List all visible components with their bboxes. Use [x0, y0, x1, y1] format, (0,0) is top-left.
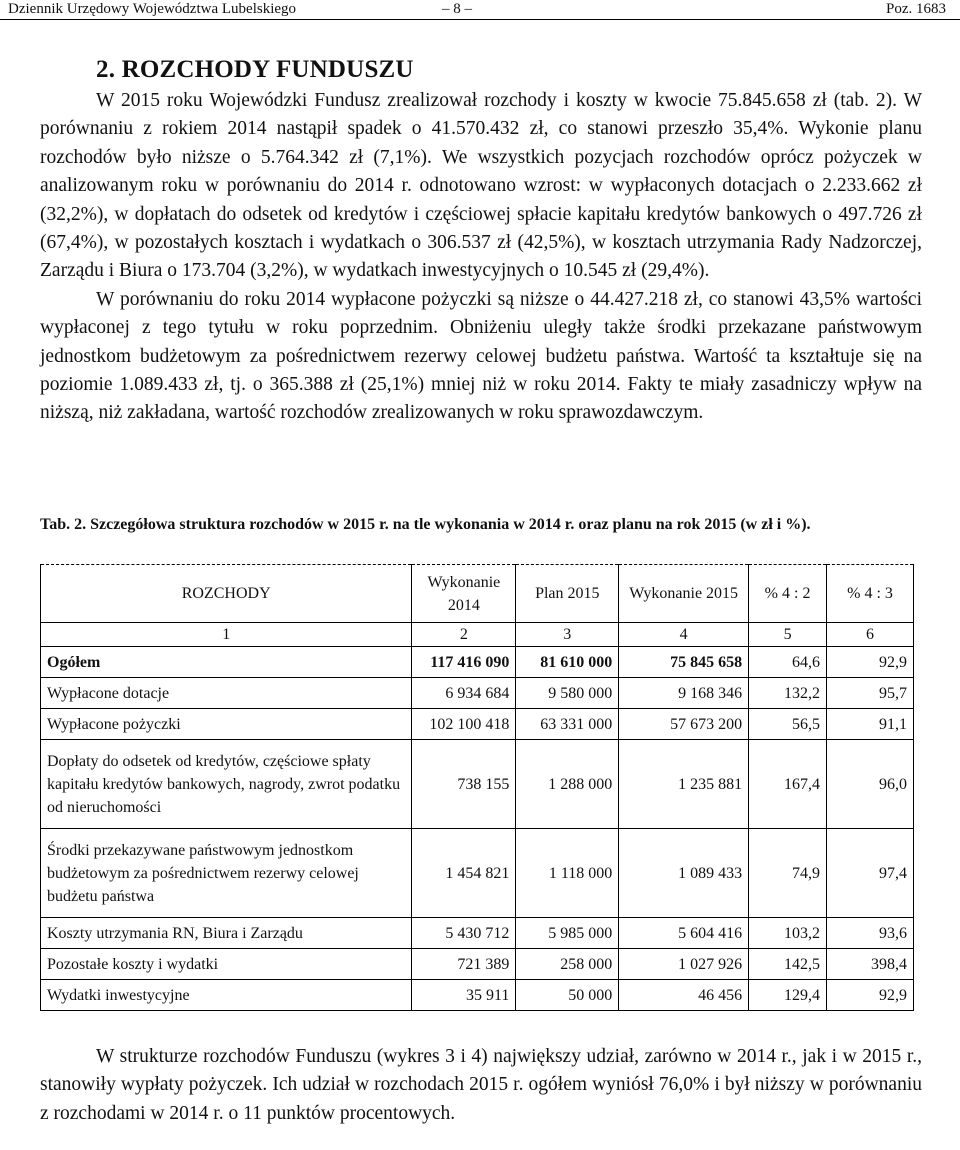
table-row: [41, 829, 914, 918]
header-wykonanie-2015: Wykonanie 2015: [619, 565, 749, 623]
value-wykonanie-2014: 5 430 712: [412, 918, 516, 949]
value-percent-4-3: 93,6: [827, 918, 914, 949]
value-wykonanie-2015: 1 027 926: [619, 949, 749, 980]
page-header: [0, 0, 960, 22]
col-number: 4: [619, 623, 749, 647]
value-wykonanie-2014: 721 389: [412, 949, 516, 980]
intro-paragraph-1: W 2015 roku Wojewódzki Fundusz zrealizował rozchody i koszty w kwocie 75.845.658 zł (tab. 2). W porównaniu z rokiem 2014 nastąpił spadek o 41.570.432 zł, co stanowi przeszło 35,4%. Wykonie planu rozchodów było niższe o 5.764.342 zł (7,1%). We wszystkich pozycjach rozchodów oprócz pożyczek w analizowanym roku w porównaniu do 2014 r. odnotowano wzrost: w wypłaconych dotacjach o 2.233.662 zł (32,2%), w dopłatach do odsetek od kredytów i częściowej spłacie kapitału kredytów bankowych o 497.726 zł (67,4%), w pozostałych kosztach i wydatkach o 306.537 zł (42,5%), w kosztach utrzymania Rady Nadzorczej, Zarządu i Biura o 173.704 (3,2%), w wydatkach inwestycyjnych o 10.545 zł (29,4%).: [40, 90, 922, 282]
value-plan-2015: 50 000: [516, 980, 619, 1011]
value-wykonanie-2014: 102 100 418: [412, 709, 516, 740]
value-wykonanie-2015: 1 089 433: [619, 829, 749, 918]
row-label: Wypłacone dotacje: [41, 678, 412, 709]
value-wykonanie-2014: 6 934 684: [412, 678, 516, 709]
value-percent-4-2: 74,9: [749, 829, 827, 918]
col-number: 3: [516, 623, 619, 647]
header-percent-4-3: % 4 : 3: [827, 565, 914, 623]
value-wykonanie-2015: 5 604 416: [619, 918, 749, 949]
intro-text: [40, 87, 922, 428]
value-percent-4-2: 167,4: [749, 740, 827, 829]
value-percent-4-2: 129,4: [749, 980, 827, 1011]
column-number-row: [41, 623, 914, 647]
row-label: Ogółem: [41, 647, 412, 678]
value-percent-4-3: 91,1: [827, 709, 914, 740]
col-number: 2: [412, 623, 516, 647]
value-plan-2015: 81 610 000: [516, 647, 619, 678]
table-row: [41, 740, 914, 829]
row-label: Środki przekazywane państwowym jednostkom budżetowym za pośrednictwem rezerwy celowej budżetu państwa: [41, 829, 412, 918]
value-percent-4-2: 142,5: [749, 949, 827, 980]
table-row: [41, 980, 914, 1011]
intro-paragraph-2: W porównaniu do roku 2014 wypłacone pożyczki są niższe o 44.427.218 zł, co stanowi 43,5% wartości wypłaconej z tego tytułu w roku poprzednim. Obniżeniu uległy także środki przekazane państwowym jednostkom budżetowym za pośrednictwem rezerwy celowej budżetu państwa. Wartość ta kształtuje się na poziomie 1.089.433 zł, tj. o 365.388 zł (25,1%) mniej niż w roku 2014. Fakty te miały zasadniczy wpływ na niższą, niż zakładana, wartość rozchodów zrealizowanych w roku sprawozdawczym.: [40, 288, 922, 424]
value-percent-4-2: 56,5: [749, 709, 827, 740]
value-wykonanie-2015: 9 168 346: [619, 678, 749, 709]
col-number: 6: [827, 623, 914, 647]
value-wykonanie-2014: 35 911: [412, 980, 516, 1011]
closing-text: [40, 1043, 922, 1128]
header-divider: [0, 19, 960, 20]
section-title: 2. ROZCHODY FUNDUSZU: [96, 56, 414, 83]
value-wykonanie-2015: 57 673 200: [619, 709, 749, 740]
header-rozchody: ROZCHODY: [41, 565, 412, 623]
value-plan-2015: 258 000: [516, 949, 619, 980]
row-label: Koszty utrzymania RN, Biura i Zarządu: [41, 918, 412, 949]
value-plan-2015: 1 288 000: [516, 740, 619, 829]
value-percent-4-2: 103,2: [749, 918, 827, 949]
value-wykonanie-2014: 738 155: [412, 740, 516, 829]
table-row: [41, 918, 914, 949]
expenses-table: [40, 564, 914, 1011]
value-percent-4-3: 92,9: [827, 980, 914, 1011]
row-label: Wypłacone pożyczki: [41, 709, 412, 740]
table-row: [41, 647, 914, 678]
header-percent-4-2: % 4 : 2: [749, 565, 827, 623]
value-wykonanie-2015: 1 235 881: [619, 740, 749, 829]
value-wykonanie-2015: 46 456: [619, 980, 749, 1011]
row-label: Dopłaty do odsetek od kredytów, częściowe spłaty kapitału kredytów bankowych, nagrody, zwrot podatku od nieruchomości: [41, 740, 412, 829]
value-percent-4-3: 97,4: [827, 829, 914, 918]
value-plan-2015: 9 580 000: [516, 678, 619, 709]
value-plan-2015: 5 985 000: [516, 918, 619, 949]
value-percent-4-3: 96,0: [827, 740, 914, 829]
table-caption: Tab. 2. Szczegółowa struktura rozchodów w 2015 r. na tle wykonania w 2014 r. oraz planu na rok 2015 (w zł i %).: [40, 516, 811, 533]
value-percent-4-2: 64,6: [749, 647, 827, 678]
value-percent-4-3: 95,7: [827, 678, 914, 709]
value-plan-2015: 1 118 000: [516, 829, 619, 918]
position-number: Poz. 1683: [886, 1, 946, 17]
value-percent-4-3: 398,4: [827, 949, 914, 980]
value-wykonanie-2014: 117 416 090: [412, 647, 516, 678]
col-number: 5: [749, 623, 827, 647]
value-percent-4-3: 92,9: [827, 647, 914, 678]
page-number: – 8 –: [442, 1, 472, 17]
table-row: [41, 949, 914, 980]
closing-paragraph: W strukturze rozchodów Funduszu (wykres 3 i 4) największy udział, zarówno w 2014 r., jak i w 2015 r., stanowiły wypłaty pożyczek. Ich udział w rozchodach 2015 r. ogółem wyniósł 76,0% i był niższy w porównaniu z rozchodami w 2014 r. o 11 punktów procentowych.: [40, 1046, 922, 1124]
table-row: [41, 709, 914, 740]
header-plan-2015: Plan 2015: [516, 565, 619, 623]
col-number: 1: [41, 623, 412, 647]
row-label: Wydatki inwestycyjne: [41, 980, 412, 1011]
value-plan-2015: 63 331 000: [516, 709, 619, 740]
value-wykonanie-2014: 1 454 821: [412, 829, 516, 918]
value-percent-4-2: 132,2: [749, 678, 827, 709]
table-row: [41, 678, 914, 709]
row-label: Pozostałe koszty i wydatki: [41, 949, 412, 980]
table-header-row: [41, 565, 914, 623]
journal-title: Dziennik Urzędowy Województwa Lubelskiego: [8, 1, 297, 17]
header-wykonanie-2014: Wykonanie 2014: [412, 565, 516, 623]
value-wykonanie-2015: 75 845 658: [619, 647, 749, 678]
